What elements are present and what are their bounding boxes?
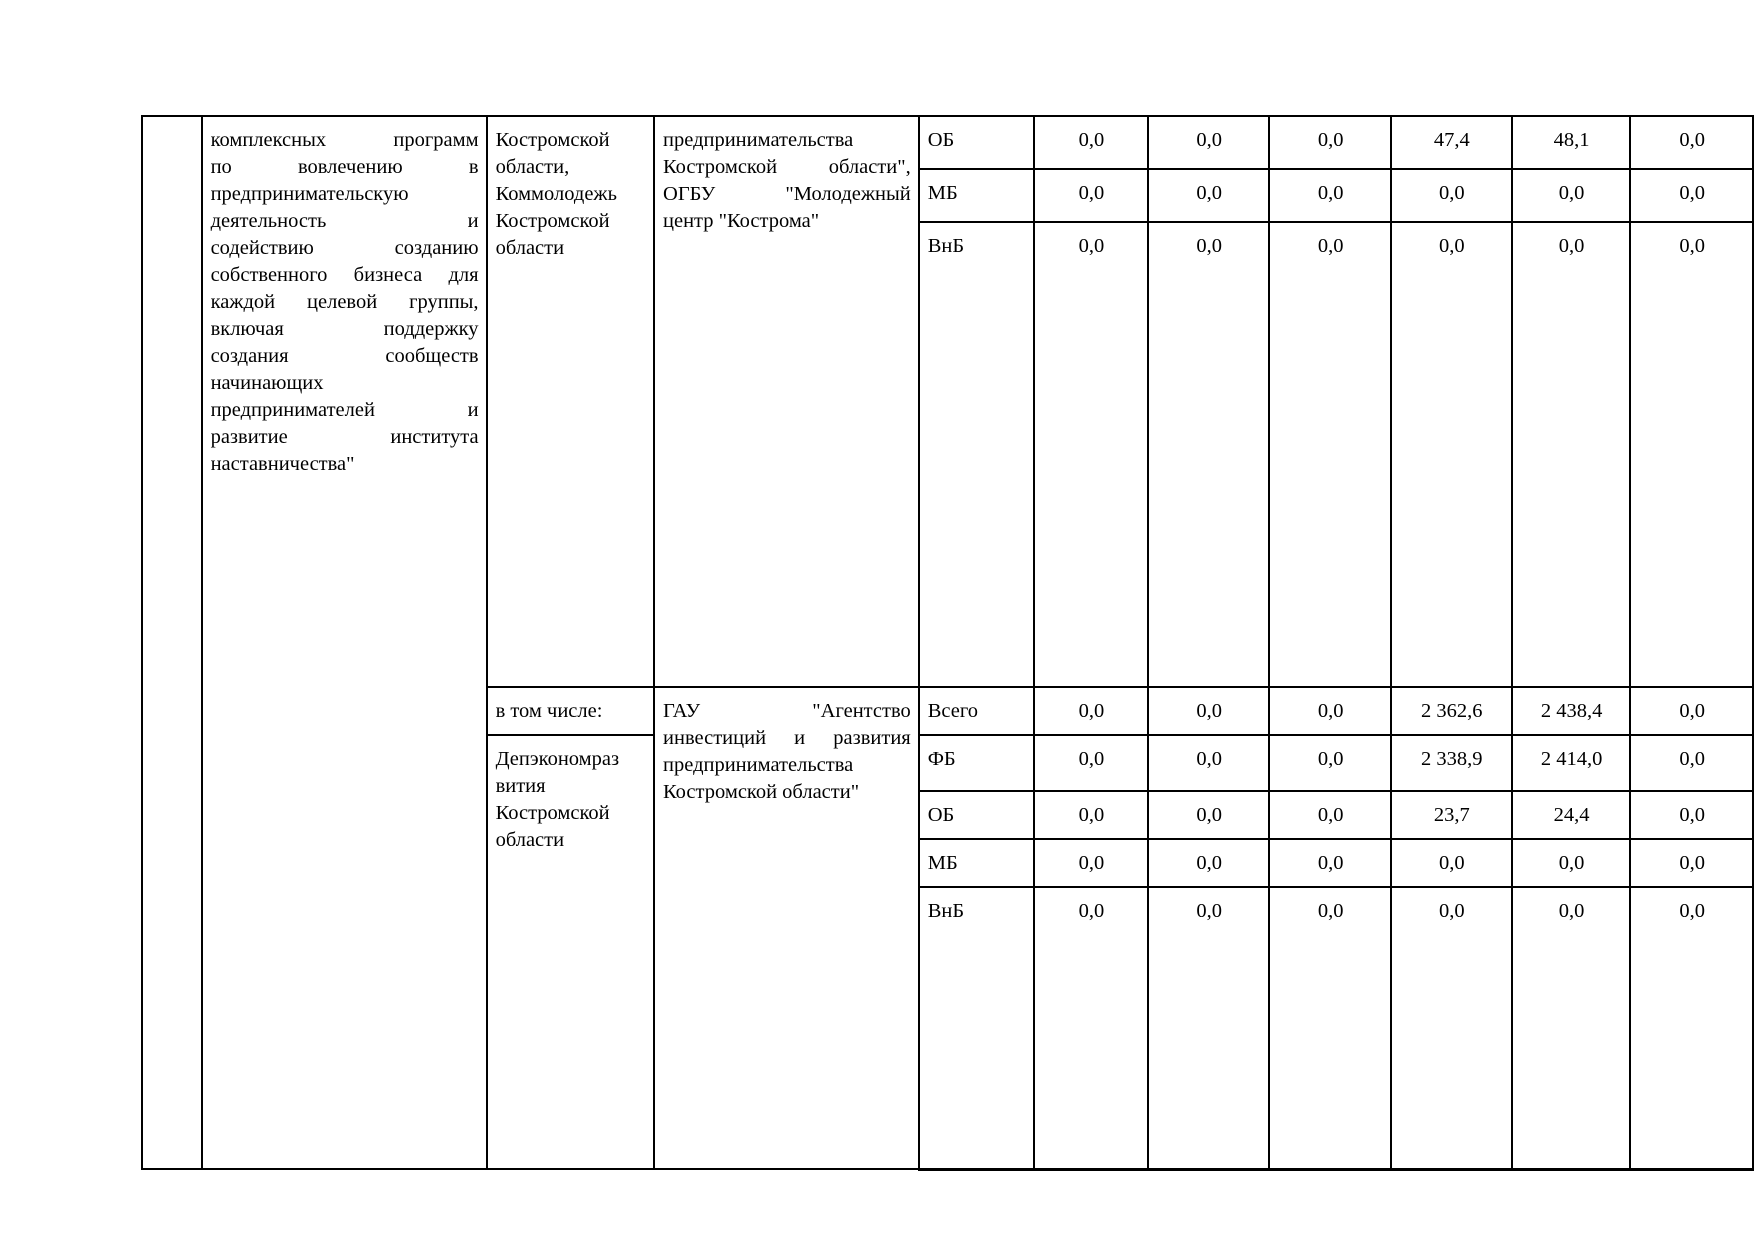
funding-value-cell: 0,0 [1391,169,1512,222]
funding-value-cell: 0,0 [1034,887,1148,1169]
funding-value-cell: 0,0 [1148,687,1270,735]
funding-value-cell: 0,0 [1512,887,1631,1169]
funding-value-cell: 0,0 [1269,687,1391,735]
funding-value-cell: 0,0 [1630,791,1753,839]
funding-value-cell: 2 438,4 [1512,687,1631,735]
funding-source-label: ОБ [919,116,1034,169]
funding-value-cell: 0,0 [1269,735,1391,791]
funding-value-cell: 0,0 [1148,169,1270,222]
funding-value-cell: 0,0 [1391,222,1512,687]
executor-text-top: Костромской области, Коммолодежь Костромской области [495,129,617,259]
funding-value-cell: 0,0 [1512,839,1631,887]
funding-value-cell: 0,0 [1630,116,1753,169]
funding-value-cell: 0,0 [1034,791,1148,839]
funding-value-cell: 0,0 [1148,222,1270,687]
funding-value-cell: 24,4 [1512,791,1631,839]
funding-value-cell: 0,0 [1391,839,1512,887]
executor-text-bottom: Депэкономраз вития Костромской области [495,748,620,851]
funding-value-cell: 47,4 [1391,116,1512,169]
funding-source-label: ВнБ [919,887,1034,1169]
funding-value-cell: 0,0 [1269,169,1391,222]
funding-value-cell: 0,0 [1034,735,1148,791]
funding-value-cell: 0,0 [1148,791,1270,839]
participant-text-top: предпринимательства Костромской области", ОГБУ "Молодежный центр "Кострома" [663,129,911,232]
funding-value-cell: 0,0 [1269,791,1391,839]
funding-value-cell: 48,1 [1512,116,1631,169]
funding-value-cell: 0,0 [1034,839,1148,887]
funding-value-cell: 0,0 [1630,735,1753,791]
participant-cell-bottom [654,687,919,1169]
executor-cell-bottom [487,735,654,1169]
funding-value-cell: 0,0 [1630,222,1753,687]
funding-value-cell: 0,0 [1034,169,1148,222]
funding-value-cell: 0,0 [1630,169,1753,222]
including-cell: в том числе: [487,687,654,735]
executor-cell-top [487,116,654,687]
participant-cell-top [654,116,919,687]
funding-source-label: Всего [919,687,1034,735]
funding-source-label: ВнБ [919,222,1034,687]
participant-text-bottom: ГАУ "Агентство инвестиций и развития предпринимательства Костромской области" [663,700,911,803]
funding-source-label: МБ [919,169,1034,222]
funding-value-cell: 0,0 [1269,116,1391,169]
funding-value-cell: 0,0 [1630,687,1753,735]
table-row [142,116,1753,169]
funding-value-cell: 2 338,9 [1391,735,1512,791]
funding-value-cell: 0,0 [1148,116,1270,169]
funding-value-cell: 23,7 [1391,791,1512,839]
funding-value-cell: 2 414,0 [1512,735,1631,791]
budget-table [141,115,1754,1171]
program-description-cell [202,116,487,1169]
funding-value-cell: 0,0 [1269,839,1391,887]
funding-value-cell: 0,0 [1148,735,1270,791]
funding-value-cell: 0,0 [1269,222,1391,687]
program-description-text: комплексных программ по вовлечению в предпринимательскую деятельность и содействию созданию собственного бизнеса для каждой целевой группы, включая поддержку создания сообществ начинающих предпринимателей и развитие института наставничества" [210,129,479,475]
funding-value-cell: 0,0 [1034,687,1148,735]
row-number-cell [142,116,202,1169]
funding-value-cell: 0,0 [1269,887,1391,1169]
funding-value-cell: 0,0 [1512,169,1631,222]
funding-value-cell: 0,0 [1630,887,1753,1169]
funding-source-label: ОБ [919,791,1034,839]
funding-value-cell: 2 362,6 [1391,687,1512,735]
funding-value-cell: 0,0 [1034,222,1148,687]
funding-value-cell: 0,0 [1034,116,1148,169]
funding-source-label: МБ [919,839,1034,887]
funding-value-cell: 0,0 [1391,887,1512,1169]
funding-value-cell: 0,0 [1512,222,1631,687]
funding-value-cell: 0,0 [1630,839,1753,887]
funding-value-cell: 0,0 [1148,887,1270,1169]
funding-value-cell: 0,0 [1148,839,1270,887]
funding-source-label: ФБ [919,735,1034,791]
